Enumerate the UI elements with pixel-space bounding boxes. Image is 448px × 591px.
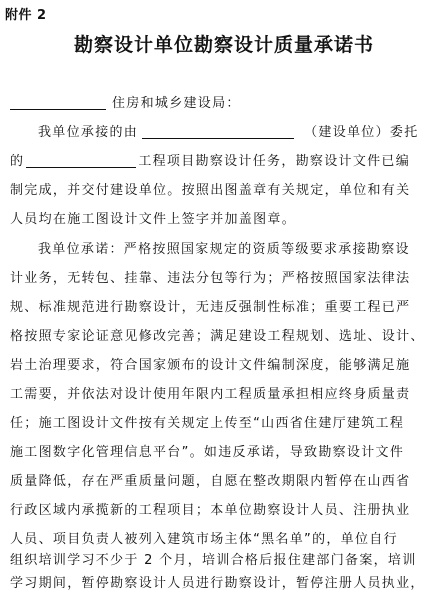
paragraph-2-line-1: 我单位承诺：严格按照国家规定的资质等级要求承接勘察设 bbox=[38, 242, 410, 257]
paragraph-1-line-3: 制完成，并交付建设单位。按照出图盖章有关规定，单位和有关 bbox=[10, 183, 411, 198]
paragraph-2-line-4: 格按照专家论证意见修改完善；满足建设工程规划、选址、设计、 bbox=[10, 329, 425, 344]
fill-blank-project bbox=[26, 153, 136, 168]
paragraph-2-line-12: 组织培训学习不少于 2 个月，培训合格后报住建部门备案，培训 bbox=[10, 553, 417, 568]
line-text-before: 我单位承接的由 bbox=[38, 125, 139, 140]
paragraph-2-line-13: 学习期间，暂停勘察设计人员进行勘察设计，暂停注册人员执业， bbox=[10, 576, 425, 591]
line-text-after: （建设单位）委托 bbox=[304, 125, 419, 140]
document-title: 勘察设计单位勘察设计质量承诺书 bbox=[73, 34, 374, 56]
paragraph-1-line-2 bbox=[10, 150, 438, 169]
addressee-text: 住房和城乡建设局： bbox=[112, 96, 241, 111]
addressee-line bbox=[10, 92, 438, 111]
paragraph-2-line-9: 质量降低，存在严重质量问题，自愿在整改期限内暂停在山西省 bbox=[10, 474, 411, 489]
paragraph-1-line-4: 人员均在施工图设计文件上签字并加盖图章。 bbox=[10, 212, 297, 227]
paragraph-2-line-5: 岩土治理要求，符合国家颁布的设计文件编制深度，能够满足施 bbox=[10, 358, 411, 373]
paragraph-2-line-3: 规、标准规范进行勘察设计，无违反强制性标准；重要工程已严 bbox=[10, 300, 411, 315]
paragraph-2-line-7: 任；施工图设计文件按有关规定上传至“山西省住建厅建筑工程 bbox=[10, 416, 405, 431]
fill-blank-builder bbox=[142, 124, 294, 139]
paragraph-2-line-11: 人员、项目负责人被列入建筑市场主体“黑名单”的，单位自行 bbox=[10, 532, 398, 547]
paragraph-1-line-1 bbox=[10, 121, 438, 140]
attachment-label: 附件 2 bbox=[5, 8, 47, 23]
paragraph-2-line-2: 计业务，无转包、挂靠、违法分包等行为；严格按照国家法律法 bbox=[10, 271, 411, 286]
line-text-after: 工程项目勘察设计任务，勘察设计文件已编 bbox=[138, 154, 411, 169]
fill-blank-bureau bbox=[10, 95, 106, 110]
paragraph-2-line-10: 行政区域内承揽新的工程项目；本单位勘察设计人员、注册执业 bbox=[10, 503, 411, 518]
line-text-before: 的 bbox=[10, 154, 25, 169]
paragraph-2-line-8: 施工图数字化管理信息平台”。如违反承诺，导致勘察设计文件 bbox=[10, 445, 405, 460]
paragraph-2-line-6: 工需要，并依法对设计使用年限内工程质量承担相应终身质量责 bbox=[10, 387, 411, 402]
